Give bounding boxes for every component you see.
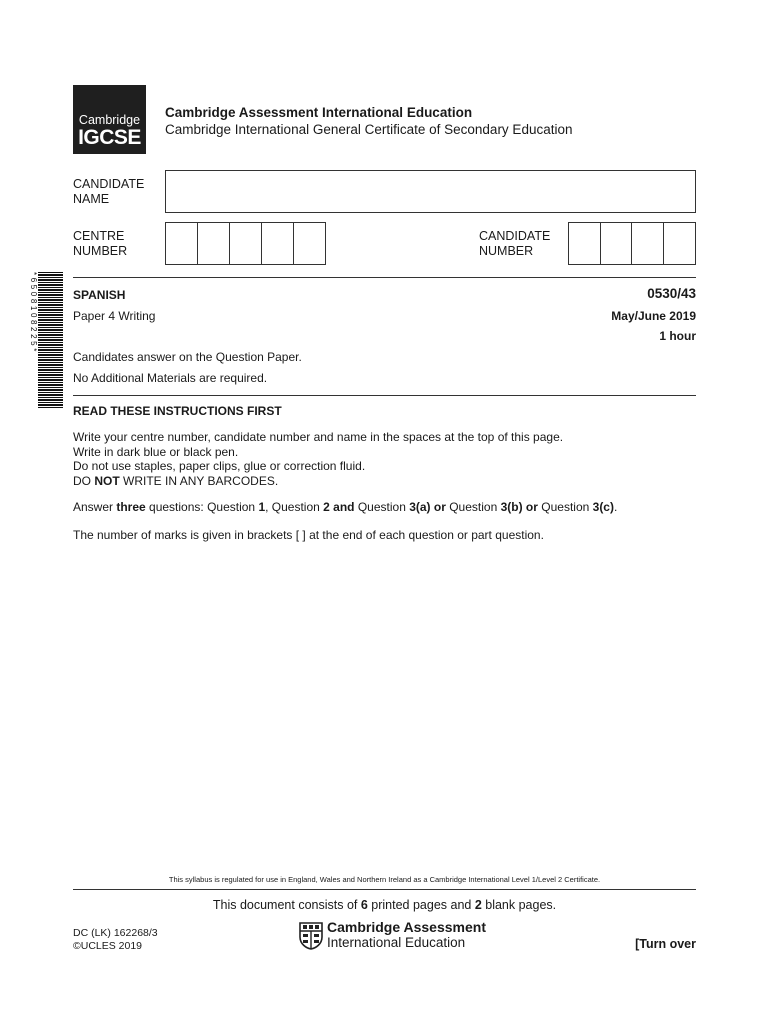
paper-code: 0530/43 [647,286,696,301]
candidate-name-label-line1: CANDIDATE [73,177,145,191]
page-count-text: printed pages and [367,898,475,912]
divider-top [73,277,696,278]
candidate-number-box[interactable] [632,223,664,264]
candidate-number-box[interactable] [664,223,695,264]
centre-number-box[interactable] [198,223,230,264]
instruction-emphasis: NOT [94,473,120,488]
candidate-number-box[interactable] [601,223,633,264]
cae-footer-logo-line2: International Education [327,935,466,950]
instructions-heading: READ THESE INSTRUCTIONS FIRST [73,404,282,418]
cambridge-igcse-logo [73,85,146,154]
divider-instructions [73,395,696,396]
page-count-text: This document consists of [212,898,361,912]
answer-emphasis: 3(c) [592,500,614,514]
copyright-notice: ©UCLES 2019 [73,940,143,952]
centre-number-label [73,229,127,259]
printed-pages-count: 6 [360,898,368,912]
answer-instruction [73,500,617,514]
answer-text: Answer [73,500,117,514]
centre-number-boxes [165,222,326,265]
instruction-line: Do not use staples, paper clips, glue or correction fluid. [73,459,366,473]
candidate-name-label [73,177,144,207]
exam-duration: 1 hour [659,329,696,343]
instruction-line [73,474,563,489]
qualification-title: Cambridge International General Certificate of Secondary Education [165,122,573,137]
centre-number-label-line2: NUMBER [73,244,128,258]
cambridge-shield-icon [299,922,323,950]
answer-emphasis: 1 [258,500,266,514]
candidate-number-label-line1: CANDIDATE [479,229,551,243]
instruction-text: WRITE IN ANY BARCODES. [119,473,279,488]
answer-emphasis: three [116,500,146,514]
syllabus-note: This syllabus is regulated for use in England, Wales and Northern Ireland as a Cambridge International Level 1/Level 2 Certificate. [168,875,601,884]
answer-emphasis: 2 and [323,500,355,514]
instruction-line: Write your centre number, candidate number and name in the spaces at the top of this page. [73,430,564,444]
centre-number-box[interactable] [262,223,294,264]
answer-emphasis: 3(b) or [500,500,538,514]
answer-text: . [613,500,618,514]
centre-number-label-line1: CENTRE [73,229,125,243]
logo-line-cambridge: Cambridge [78,113,141,127]
blank-pages-count: 2 [474,898,482,912]
candidate-number-label [479,229,550,259]
answer-text: Question [537,500,593,514]
document-reference [73,927,158,953]
instruction-text: DO [73,473,95,488]
centre-number-box[interactable] [230,223,262,264]
candidate-number-box[interactable] [569,223,601,264]
organisation-title: Cambridge Assessment International Education [165,105,473,120]
candidate-number-boxes [568,222,696,265]
answer-text: , Question [265,500,324,514]
materials-line-1: Candidates answer on the Question Paper. [73,350,302,364]
instructions-block [73,430,563,488]
exam-session: May/June 2019 [611,309,696,323]
answer-emphasis: 3(a) or [409,500,446,514]
page-count-text: blank pages. [481,898,557,912]
answer-text: Question [445,500,501,514]
candidate-name-field[interactable] [165,170,696,213]
answer-text: questions: Question [145,500,259,514]
subject-name: SPANISH [73,288,126,302]
centre-number-box[interactable] [166,223,198,264]
turn-over-note: [Turn over [635,937,696,951]
marks-instruction: The number of marks is given in brackets [ ] at the end of each question or part question. [73,528,544,542]
barcode-number: *6508108225* [29,272,38,408]
divider-footer [73,889,696,890]
materials-line-2: No Additional Materials are required. [73,371,268,385]
page-count-note [73,898,696,912]
candidate-number-label-line2: NUMBER [479,244,534,258]
cae-footer-logo-line1: Cambridge Assessment [327,919,486,935]
candidate-name-label-line2: NAME [73,192,110,206]
document-ref-code: DC (LK) 162268/3 [73,927,158,939]
answer-text: Question [354,500,410,514]
logo-line-igcse: IGCSE [78,126,141,149]
instruction-line: Write in dark blue or black pen. [73,444,239,459]
paper-name: Paper 4 Writing [73,309,156,323]
centre-number-box[interactable] [294,223,325,264]
